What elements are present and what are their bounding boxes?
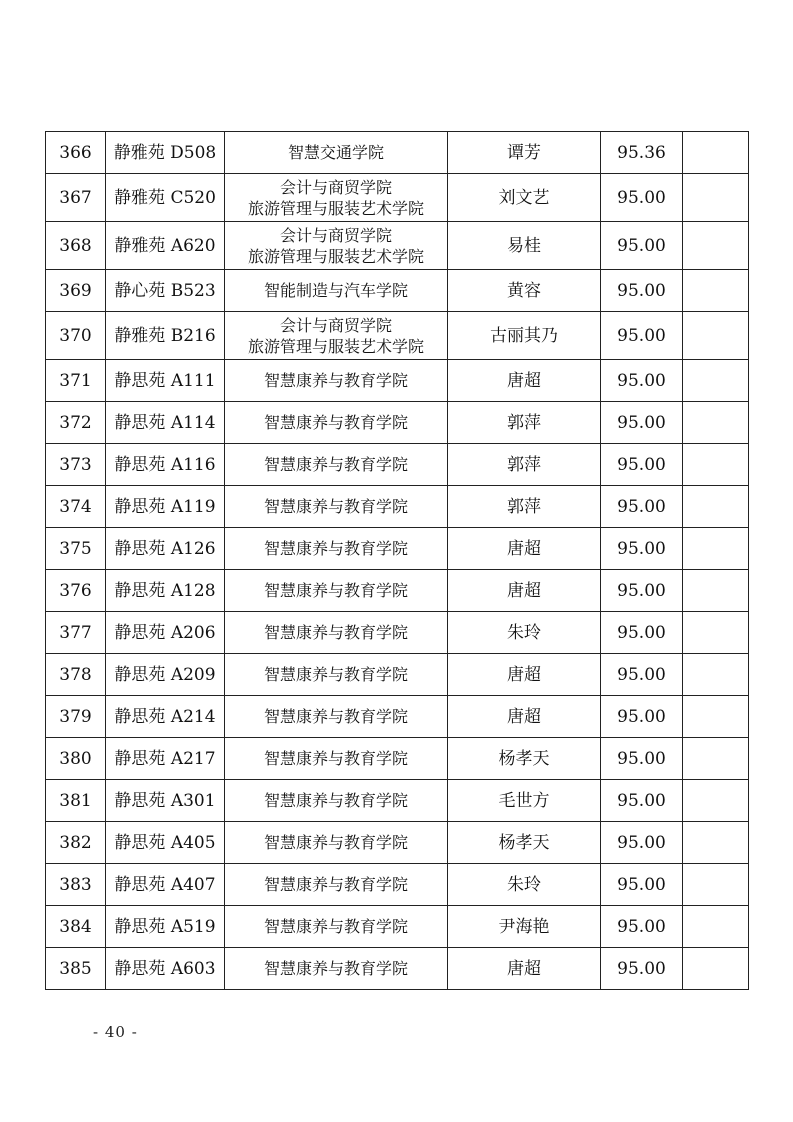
remark-cell (683, 444, 749, 486)
score-cell: 95.00 (601, 222, 683, 270)
remark-cell (683, 222, 749, 270)
score-cell: 95.00 (601, 654, 683, 696)
table-body (46, 132, 749, 990)
teacher-cell: 朱玲 (448, 612, 601, 654)
college-name: 智慧康养与教育学院 (263, 833, 408, 852)
table-row (46, 738, 749, 780)
row-number-cell: 374 (46, 486, 106, 528)
remark-cell (683, 174, 749, 222)
row-number-cell: 384 (46, 906, 106, 948)
row-number-cell: 382 (46, 822, 106, 864)
dorm-room-cell: 静思苑 A603 (106, 948, 225, 990)
score-cell: 95.36 (601, 132, 683, 174)
teacher-cell: 尹海艳 (448, 906, 601, 948)
dorm-room-cell: 静雅苑 D508 (106, 132, 225, 174)
remark-cell (683, 654, 749, 696)
college-cell (225, 864, 448, 906)
remark-cell (683, 528, 749, 570)
dorm-room-cell: 静思苑 A119 (106, 486, 225, 528)
row-number-cell: 381 (46, 780, 106, 822)
college-cell (225, 738, 448, 780)
college-cell (225, 132, 448, 174)
row-number-cell: 371 (46, 360, 106, 402)
row-number-cell: 376 (46, 570, 106, 612)
dorm-room-cell: 静思苑 A407 (106, 864, 225, 906)
dorm-room-cell: 静雅苑 B216 (106, 312, 225, 360)
table-row (46, 906, 749, 948)
dorm-room-cell: 静思苑 A209 (106, 654, 225, 696)
teacher-cell: 朱玲 (448, 864, 601, 906)
row-number-cell: 383 (46, 864, 106, 906)
remark-cell (683, 312, 749, 360)
college-cell (225, 822, 448, 864)
score-cell: 95.00 (601, 528, 683, 570)
college-cell (225, 312, 448, 360)
score-cell: 95.00 (601, 948, 683, 990)
table-row (46, 402, 749, 444)
table-row (46, 948, 749, 990)
table-row (46, 612, 749, 654)
remark-cell (683, 864, 749, 906)
remark-cell (683, 696, 749, 738)
college-name: 智慧康养与教育学院 (263, 791, 408, 810)
college-name: 智慧康养与教育学院 (263, 497, 408, 516)
dorm-room-cell: 静思苑 A111 (106, 360, 225, 402)
college-name: 旅游管理与服装艺术学院 (247, 246, 424, 266)
table-row (46, 174, 749, 222)
table-row (46, 780, 749, 822)
college-name: 智慧康养与教育学院 (263, 413, 408, 432)
score-cell: 95.00 (601, 570, 683, 612)
college-cell (225, 360, 448, 402)
college-cell (225, 780, 448, 822)
college-name: 旅游管理与服装艺术学院 (247, 336, 424, 356)
college-cell (225, 174, 448, 222)
dormitory-score-table (45, 131, 749, 990)
table-row (46, 270, 749, 312)
teacher-cell: 刘文艺 (448, 174, 601, 222)
score-cell: 95.00 (601, 174, 683, 222)
table-row (46, 570, 749, 612)
row-number-cell: 369 (46, 270, 106, 312)
row-number-cell: 385 (46, 948, 106, 990)
dorm-room-cell: 静思苑 A128 (106, 570, 225, 612)
table-row (46, 444, 749, 486)
score-cell: 95.00 (601, 312, 683, 360)
score-cell: 95.00 (601, 444, 683, 486)
remark-cell (683, 612, 749, 654)
remark-cell (683, 132, 749, 174)
remark-cell (683, 906, 749, 948)
college-cell (225, 612, 448, 654)
teacher-cell: 黄容 (448, 270, 601, 312)
dorm-room-cell: 静雅苑 C520 (106, 174, 225, 222)
teacher-cell: 杨孝天 (448, 822, 601, 864)
score-cell: 95.00 (601, 906, 683, 948)
row-number-cell: 366 (46, 132, 106, 174)
teacher-cell: 唐超 (448, 654, 601, 696)
table-row (46, 222, 749, 270)
row-number-cell: 372 (46, 402, 106, 444)
college-name: 智慧交通学院 (287, 143, 384, 162)
score-cell: 95.00 (601, 360, 683, 402)
dorm-room-cell: 静思苑 A214 (106, 696, 225, 738)
college-name: 智慧康养与教育学院 (263, 707, 408, 726)
row-number-cell: 379 (46, 696, 106, 738)
teacher-cell: 唐超 (448, 360, 601, 402)
remark-cell (683, 360, 749, 402)
table-row (46, 312, 749, 360)
teacher-cell: 易桂 (448, 222, 601, 270)
college-cell (225, 222, 448, 270)
college-cell (225, 444, 448, 486)
dorm-room-cell: 静思苑 A217 (106, 738, 225, 780)
row-number-cell: 380 (46, 738, 106, 780)
score-cell: 95.00 (601, 402, 683, 444)
remark-cell (683, 402, 749, 444)
remark-cell (683, 486, 749, 528)
teacher-cell: 古丽其乃 (448, 312, 601, 360)
score-cell: 95.00 (601, 864, 683, 906)
teacher-cell: 郭萍 (448, 444, 601, 486)
score-cell: 95.00 (601, 696, 683, 738)
remark-cell (683, 780, 749, 822)
dorm-room-cell: 静思苑 A114 (106, 402, 225, 444)
score-cell: 95.00 (601, 780, 683, 822)
remark-cell (683, 948, 749, 990)
page-number: - 40 - (93, 1023, 138, 1041)
table-row (46, 360, 749, 402)
teacher-cell: 唐超 (448, 570, 601, 612)
college-name: 智慧康养与教育学院 (263, 539, 408, 558)
remark-cell (683, 738, 749, 780)
row-number-cell: 370 (46, 312, 106, 360)
college-cell (225, 906, 448, 948)
college-cell (225, 528, 448, 570)
dorm-room-cell: 静思苑 A405 (106, 822, 225, 864)
college-name: 智慧康养与教育学院 (263, 581, 408, 600)
college-name: 智能制造与汽车学院 (263, 281, 408, 300)
college-cell (225, 402, 448, 444)
teacher-cell: 谭芳 (448, 132, 601, 174)
row-number-cell: 373 (46, 444, 106, 486)
dorm-room-cell: 静思苑 A126 (106, 528, 225, 570)
college-name: 智慧康养与教育学院 (263, 623, 408, 642)
college-name: 智慧康养与教育学院 (263, 749, 408, 768)
score-cell: 95.00 (601, 738, 683, 780)
remark-cell (683, 270, 749, 312)
dorm-room-cell: 静思苑 A301 (106, 780, 225, 822)
college-cell (225, 654, 448, 696)
teacher-cell: 唐超 (448, 948, 601, 990)
score-cell: 95.00 (601, 612, 683, 654)
college-name: 会计与商贸学院 (279, 225, 392, 245)
row-number-cell: 375 (46, 528, 106, 570)
table-row (46, 864, 749, 906)
dorm-room-cell: 静思苑 A206 (106, 612, 225, 654)
dorm-room-cell: 静思苑 A116 (106, 444, 225, 486)
score-cell: 95.00 (601, 486, 683, 528)
table-row (46, 654, 749, 696)
teacher-cell: 毛世方 (448, 780, 601, 822)
college-name: 智慧康养与教育学院 (263, 371, 408, 390)
table-row (46, 696, 749, 738)
college-cell (225, 570, 448, 612)
college-cell (225, 948, 448, 990)
row-number-cell: 368 (46, 222, 106, 270)
college-name: 会计与商贸学院 (279, 177, 392, 197)
teacher-cell: 杨孝天 (448, 738, 601, 780)
college-name: 会计与商贸学院 (279, 315, 392, 335)
teacher-cell: 唐超 (448, 696, 601, 738)
college-name: 智慧康养与教育学院 (263, 917, 408, 936)
row-number-cell: 378 (46, 654, 106, 696)
college-cell (225, 270, 448, 312)
remark-cell (683, 570, 749, 612)
college-name: 智慧康养与教育学院 (263, 665, 408, 684)
table-row (46, 132, 749, 174)
college-cell (225, 486, 448, 528)
remark-cell (683, 822, 749, 864)
college-name: 智慧康养与教育学院 (263, 959, 408, 978)
table-row (46, 486, 749, 528)
row-number-cell: 367 (46, 174, 106, 222)
dorm-room-cell: 静雅苑 A620 (106, 222, 225, 270)
dorm-room-cell: 静思苑 A519 (106, 906, 225, 948)
college-name: 旅游管理与服装艺术学院 (247, 198, 424, 218)
table-row (46, 822, 749, 864)
teacher-cell: 郭萍 (448, 486, 601, 528)
college-name: 智慧康养与教育学院 (263, 875, 408, 894)
score-cell: 95.00 (601, 822, 683, 864)
teacher-cell: 郭萍 (448, 402, 601, 444)
teacher-cell: 唐超 (448, 528, 601, 570)
dorm-room-cell: 静心苑 B523 (106, 270, 225, 312)
college-cell (225, 696, 448, 738)
college-name: 智慧康养与教育学院 (263, 455, 408, 474)
score-cell: 95.00 (601, 270, 683, 312)
row-number-cell: 377 (46, 612, 106, 654)
table-row (46, 528, 749, 570)
